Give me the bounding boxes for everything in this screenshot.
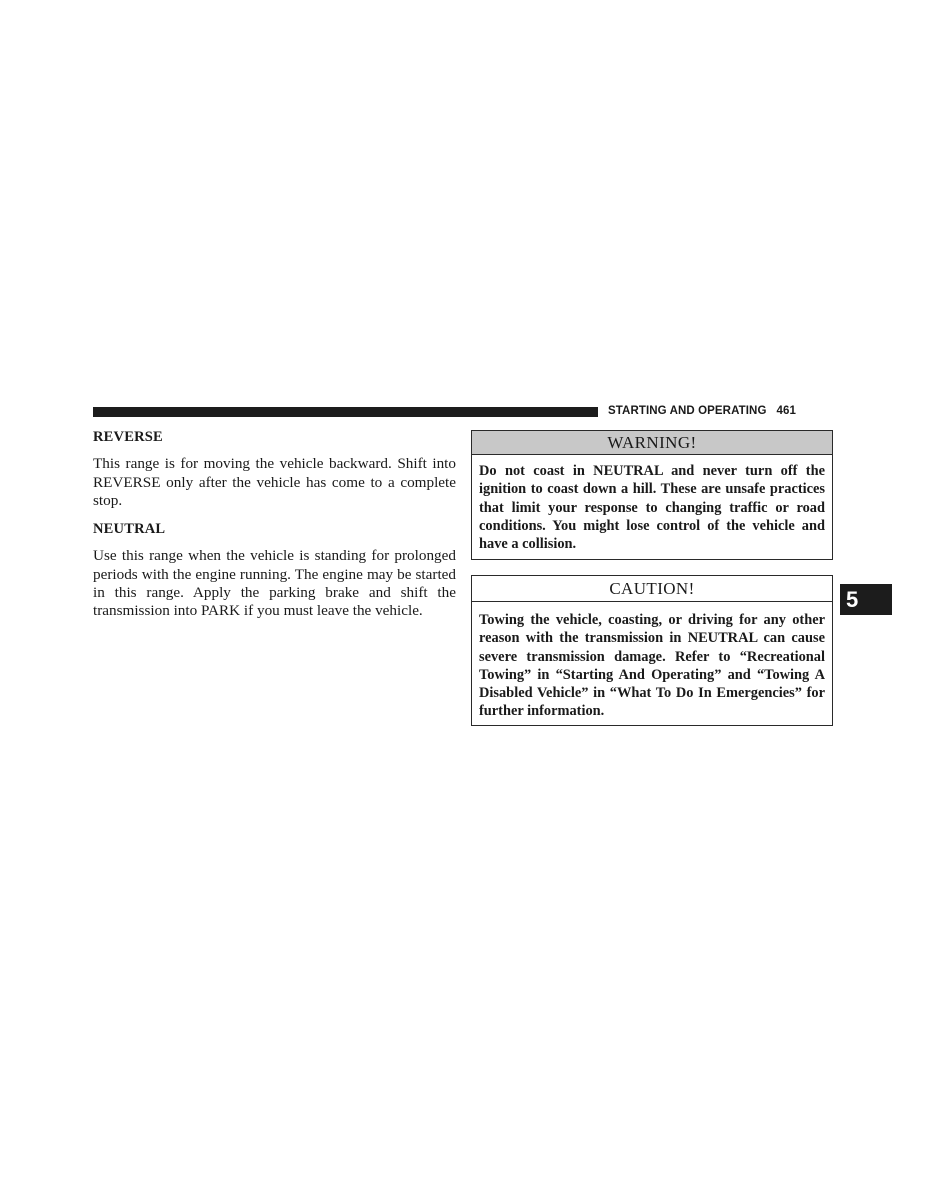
warning-box [471, 430, 833, 560]
neutral-paragraph: Use this range when the vehicle is standing for prolonged periods with the engine running. The engine may be started in this range. Apply the parking brake and shift the transmission into PARK if you must leave the vehicle. [93, 547, 456, 620]
reverse-heading: REVERSE [93, 429, 163, 445]
chapter-number: 5 [846, 587, 859, 612]
reverse-paragraph: This range is for moving the vehicle backward. Shift into REVERSE only after the vehicle has come to a complete stop. [93, 455, 456, 509]
caution-box [471, 575, 833, 726]
warning-text: Do not coast in NEUTRAL and never turn off the ignition to coast down a hill. These are unsafe practices that limit your response to changing traffic or road conditions. You might lose control of the vehicle and have a collision. [479, 463, 825, 553]
section-title: STARTING AND OPERATING [608, 405, 767, 417]
warning-title: WARNING! [472, 431, 832, 455]
caution-text: Towing the vehicle, coasting, or driving for any other reason with the transmission in NEUTRAL can cause severe transmission damage. Refer to “Recreational Towing” in “Starting And Operating” and “Towing A Disabled Vehicle” in “What To Do In Emergencies” for further information. [479, 612, 825, 720]
chapter-tab [840, 584, 892, 615]
running-header [608, 405, 834, 417]
left-column [93, 428, 456, 631]
caution-title: CAUTION! [472, 576, 832, 602]
header-rule [93, 407, 598, 417]
neutral-heading: NEUTRAL [93, 521, 166, 538]
page-number: 461 [776, 405, 797, 417]
